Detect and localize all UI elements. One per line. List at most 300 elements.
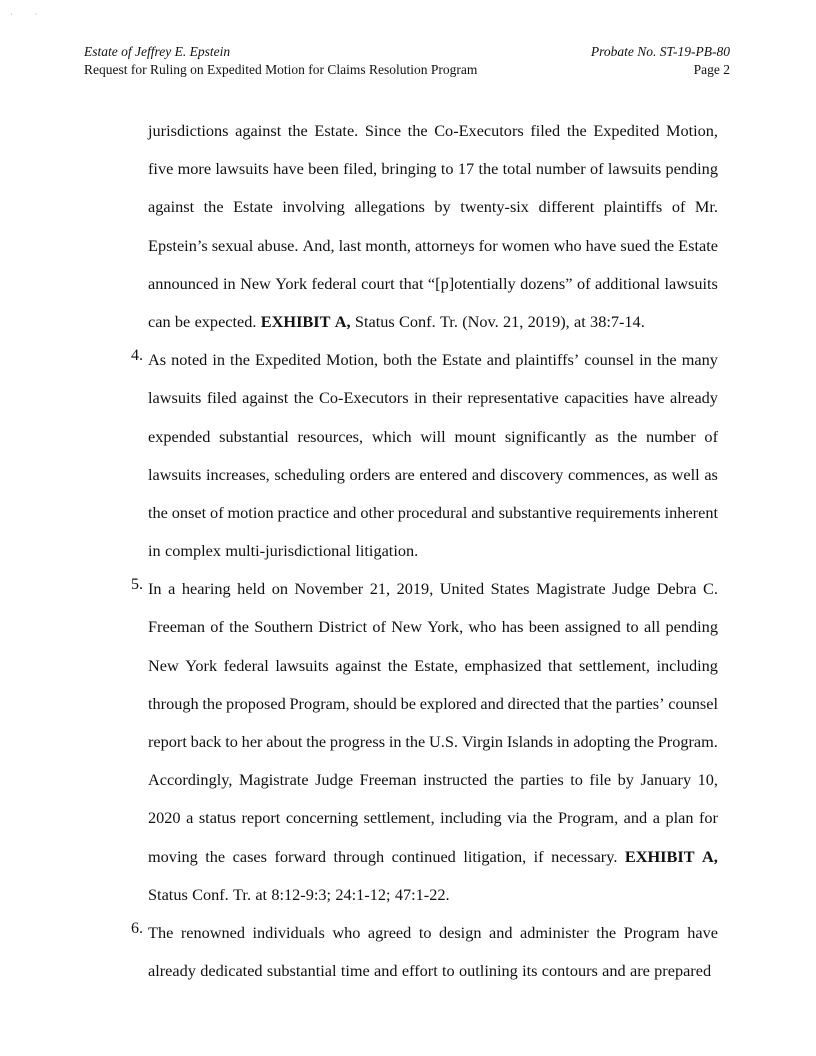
word: the [230, 350, 250, 370]
exhibit-reference: EXHIBIT [260, 311, 331, 331]
word: report [241, 808, 281, 828]
word: York, [427, 617, 464, 637]
word: should [353, 693, 397, 713]
word: representative [467, 388, 559, 408]
text-line [148, 958, 718, 996]
text-line [148, 347, 718, 385]
word: in [212, 350, 226, 370]
word: a [186, 808, 194, 828]
word: Co-Executors [319, 388, 409, 408]
word: counsel [668, 693, 718, 713]
word: the [229, 617, 249, 637]
text-line [148, 767, 718, 805]
word: which [371, 426, 412, 446]
word: attorneys [414, 235, 475, 255]
word: Estate. [314, 121, 359, 140]
word: allegations [354, 197, 425, 217]
word: And, [302, 235, 335, 255]
word: through [148, 693, 199, 713]
word: have [633, 388, 665, 408]
word: has [501, 617, 524, 637]
word: litigation, [463, 846, 527, 866]
word: hearing [181, 579, 231, 599]
word: 21, [502, 311, 524, 331]
word: continued [391, 846, 456, 866]
word: Estate, [414, 655, 459, 675]
word: Status [148, 884, 188, 904]
text-line [148, 271, 718, 309]
word: the [293, 388, 314, 408]
word: by [617, 770, 634, 790]
word: Expedited [254, 350, 321, 370]
word: Expedited [593, 121, 660, 140]
word: (Nov. [462, 311, 499, 331]
paragraph [131, 347, 718, 576]
word: “[p]otentially [427, 273, 516, 293]
word: against [242, 388, 289, 408]
word: jurisdictions [148, 121, 229, 140]
word: Motion, [665, 121, 718, 140]
word: that [548, 655, 573, 675]
word: outlining [459, 961, 518, 981]
word: sued [620, 235, 651, 255]
word: requirements [575, 502, 661, 522]
word: in [148, 541, 161, 561]
word: lawsuits [215, 159, 269, 179]
word: District [318, 617, 368, 637]
word: the [532, 808, 553, 828]
word: the [417, 350, 437, 370]
word: as [653, 464, 668, 484]
word: 2020 [148, 808, 181, 828]
word: resources, [297, 426, 364, 446]
word: Magistrate [536, 579, 606, 599]
word: cases [232, 846, 267, 866]
word: mount [454, 426, 497, 446]
word: Estate [441, 350, 482, 370]
word: explored [419, 693, 477, 713]
running-header-right [591, 43, 730, 79]
word: already [670, 388, 718, 408]
word: Accordingly, [148, 770, 233, 790]
word: through [333, 846, 385, 866]
word: Since [364, 121, 402, 140]
word: in [414, 388, 427, 408]
word: of [210, 617, 224, 637]
word: Conf. [192, 884, 229, 904]
word: contours [541, 961, 598, 981]
text-line [148, 614, 718, 652]
word: Mr. [694, 197, 718, 217]
word: and [332, 502, 357, 522]
word: United [439, 579, 485, 599]
word: to [418, 922, 432, 942]
word: settlement, [578, 655, 650, 675]
word: 17 [457, 159, 475, 179]
exhibit-reference: A, [702, 846, 718, 866]
word: 2019), [527, 311, 570, 331]
word: Estate [233, 197, 273, 217]
word: New [391, 617, 422, 637]
word: of [671, 197, 686, 217]
word: abuse. [257, 235, 299, 255]
word: orders [349, 464, 391, 484]
word: been [308, 159, 339, 179]
word: federal [311, 273, 357, 293]
word: concerning [285, 808, 359, 828]
word: New [148, 655, 179, 675]
word: Program, [558, 808, 619, 828]
word: held [237, 579, 266, 599]
word: Program [623, 922, 680, 942]
word: Program, [289, 693, 350, 713]
text-line [148, 309, 718, 347]
word: procedural [397, 502, 468, 522]
word: of [589, 159, 604, 179]
word: status [198, 808, 236, 828]
word: twenty-six [460, 197, 529, 217]
word: parties’ [615, 693, 665, 713]
word: Debra [656, 579, 697, 599]
word: and [480, 693, 504, 713]
word: filed [206, 388, 237, 408]
word: against [335, 655, 382, 675]
word: to [442, 961, 455, 981]
word: York [275, 273, 308, 293]
word: design [438, 922, 482, 942]
word: be [400, 693, 416, 713]
text-line [148, 653, 718, 691]
word: instructed [423, 770, 488, 790]
word: 24:1-12; [335, 884, 391, 904]
word: noted [171, 350, 208, 370]
word: substantial [266, 961, 337, 981]
word: In [148, 579, 162, 599]
document-body [131, 118, 718, 996]
word: federal [223, 655, 269, 675]
word: back [190, 732, 222, 751]
word: who [468, 617, 497, 637]
word: and [623, 808, 648, 828]
word: lawsuits [664, 273, 718, 293]
word: against [148, 197, 195, 217]
word: including [440, 808, 502, 828]
text-line [148, 156, 718, 194]
word: the [617, 426, 638, 446]
word: substantive [498, 502, 572, 522]
word: November [294, 579, 364, 599]
word: plan [665, 808, 694, 828]
word: lawsuits [607, 159, 662, 179]
word: settlement, [363, 808, 435, 828]
word: pending [665, 617, 718, 637]
word: have [687, 922, 718, 942]
word: and [374, 961, 398, 981]
word: The [148, 922, 174, 942]
word: States [490, 579, 530, 599]
word: Estate [678, 235, 718, 255]
text-line [148, 691, 718, 729]
exhibit-reference: A, [334, 311, 351, 331]
word: will [420, 426, 446, 446]
word: by [434, 197, 451, 217]
word: a [168, 579, 176, 599]
word: who [553, 235, 582, 255]
word: of [372, 617, 386, 637]
word: Islands [506, 732, 553, 751]
word: complex [164, 541, 222, 561]
word: Freeman [148, 617, 205, 637]
word: 38:7-14. [590, 311, 645, 331]
text-line [148, 500, 718, 538]
word: who [332, 922, 361, 942]
word: lawsuits [148, 464, 202, 484]
word: January [640, 770, 692, 790]
word: bringing [381, 159, 437, 179]
word: all [643, 617, 661, 637]
scan-marks: ·· [10, 10, 60, 19]
word: sexual [211, 235, 254, 255]
word: different [538, 197, 595, 217]
word: filed [530, 121, 561, 140]
word: both [383, 350, 413, 370]
word: Status [354, 311, 395, 331]
word: in [388, 732, 402, 751]
word: the [203, 197, 224, 217]
word: the [654, 235, 675, 255]
word: the [478, 159, 499, 179]
paragraph-number: 6. [131, 919, 143, 937]
probate-number: Probate No. ST-19-PB-80 [590, 44, 730, 59]
word: in [639, 350, 652, 370]
word: about [266, 732, 303, 751]
word: involving [282, 197, 345, 217]
case-title: Estate of Jeffrey E. Epstein [84, 44, 231, 59]
word: plaintiffs [603, 197, 663, 217]
word: proposed [226, 693, 286, 713]
word: in [222, 273, 236, 293]
word: already [148, 961, 196, 981]
word: counsel [584, 350, 635, 370]
word: Conf. [399, 311, 436, 331]
word: forward [274, 846, 326, 866]
word: additional [594, 273, 661, 293]
word: in [556, 732, 570, 751]
word: adopting [573, 732, 631, 751]
word: to [570, 770, 583, 790]
word: have [585, 235, 617, 255]
word: motion [227, 502, 274, 522]
text-line [148, 462, 718, 500]
word: to [225, 732, 238, 751]
word: the [148, 502, 168, 522]
word: increases, [206, 464, 270, 484]
paragraph [131, 919, 718, 996]
word: onset [171, 502, 207, 522]
word: directed [507, 693, 561, 713]
word: time [340, 961, 370, 981]
word: her [241, 732, 263, 751]
word: parties [520, 770, 564, 790]
exhibit-reference: EXHIBIT [624, 846, 695, 866]
word: and [471, 502, 495, 522]
word: the [493, 770, 514, 790]
word: York [185, 655, 218, 675]
word: the [592, 693, 612, 713]
word: total [502, 159, 532, 179]
word: 8:12-9:3; [271, 884, 332, 904]
word: entered [419, 464, 468, 484]
word: expected. [194, 311, 257, 331]
word: a [652, 808, 660, 828]
word: assigned [564, 617, 621, 637]
word: Tr. [233, 884, 252, 904]
word: women [501, 235, 550, 255]
word: administer [520, 922, 589, 942]
text-line [148, 805, 718, 843]
word: the [656, 350, 677, 370]
word: 10, [697, 770, 718, 790]
word: emphasized [464, 655, 542, 675]
word: well [671, 464, 700, 484]
word: Southern [254, 617, 314, 637]
text-line [148, 538, 718, 576]
word: many [681, 350, 718, 370]
word: for [698, 808, 718, 828]
word: of [210, 502, 224, 522]
word: via [507, 808, 528, 828]
word: report [148, 732, 187, 751]
word: As [148, 350, 167, 370]
word: expended [148, 426, 211, 446]
word: Motion, [326, 350, 379, 370]
word: their [432, 388, 462, 408]
word: progress [329, 732, 386, 751]
word: lawsuits [148, 388, 202, 408]
text-line [148, 844, 718, 882]
word: dozens” [520, 273, 573, 293]
text-line [148, 385, 718, 423]
word: 47:1-22. [394, 884, 450, 904]
word: on [271, 579, 288, 599]
word: scheduling [274, 464, 345, 484]
word: the [202, 693, 223, 713]
word: the [596, 922, 617, 942]
word: Judge [612, 579, 651, 599]
word: against [235, 121, 282, 140]
word: pending [665, 159, 718, 179]
word: dedicated [200, 961, 263, 981]
word: Virgin [461, 732, 504, 751]
word: of [576, 273, 591, 293]
word: the [634, 732, 654, 751]
word: as [704, 464, 718, 484]
word: C. [702, 579, 718, 599]
word: capacities [564, 388, 629, 408]
word: Co-Executors [434, 121, 524, 140]
word: Program. [657, 732, 718, 751]
word: Tr. [439, 311, 458, 331]
word: significantly [504, 426, 587, 446]
word: at [574, 311, 586, 331]
running-header-left [84, 43, 477, 79]
word: moving [148, 846, 198, 866]
word: discovery [500, 464, 564, 484]
word: agreed [367, 922, 412, 942]
word: file [589, 770, 612, 790]
paragraph [148, 118, 718, 347]
text-line [148, 920, 718, 958]
word: that [399, 273, 424, 293]
word: announced [148, 273, 219, 293]
paragraph-number: 4. [131, 347, 143, 365]
word: as [594, 426, 609, 446]
word: number [645, 426, 696, 446]
word: including [656, 655, 718, 675]
word: Judge [315, 770, 354, 790]
paragraph [131, 576, 718, 920]
word: have [273, 159, 304, 179]
text-line [148, 729, 718, 767]
word: necessary. [551, 846, 618, 866]
word: the [407, 121, 428, 140]
text-line [148, 194, 718, 232]
word: individuals [252, 922, 325, 942]
word: that [563, 693, 589, 713]
word: multi-jurisdictional [225, 541, 352, 561]
page-number: Page 2 [693, 62, 730, 77]
word: 21, [369, 579, 391, 599]
word: commences, [567, 464, 649, 484]
word: if [533, 846, 544, 866]
word: the [306, 732, 327, 751]
word: litigation. [355, 541, 419, 561]
word: other [360, 502, 394, 522]
word: Freeman [359, 770, 417, 790]
word: and [602, 961, 626, 981]
word: the [287, 121, 308, 140]
word: filed, [343, 159, 378, 179]
word: for [478, 235, 498, 255]
document-title: Request for Ruling on Expedited Motion for Claims Resolution Program [84, 62, 478, 77]
word: U.S. [429, 732, 459, 751]
text-line [148, 424, 718, 462]
word: more [177, 159, 212, 179]
word: the [405, 732, 426, 751]
word: are [394, 464, 415, 484]
text-line [148, 882, 718, 920]
word: and [489, 922, 513, 942]
word: are [629, 961, 650, 981]
text-line [148, 576, 718, 614]
word: 2019, [396, 579, 434, 599]
word: lawsuits [275, 655, 329, 675]
word: renowned [180, 922, 246, 942]
word: practice [277, 502, 330, 522]
word: last [338, 235, 362, 255]
word: month, [365, 235, 411, 255]
word: be [174, 311, 191, 331]
word: and [471, 464, 496, 484]
word: of [704, 426, 718, 446]
word: at [255, 884, 268, 904]
word: the [387, 655, 408, 675]
word: its [522, 961, 538, 981]
word: inherent [664, 502, 718, 522]
text-line [148, 233, 718, 271]
word: court [361, 273, 395, 293]
word: New [240, 273, 271, 293]
